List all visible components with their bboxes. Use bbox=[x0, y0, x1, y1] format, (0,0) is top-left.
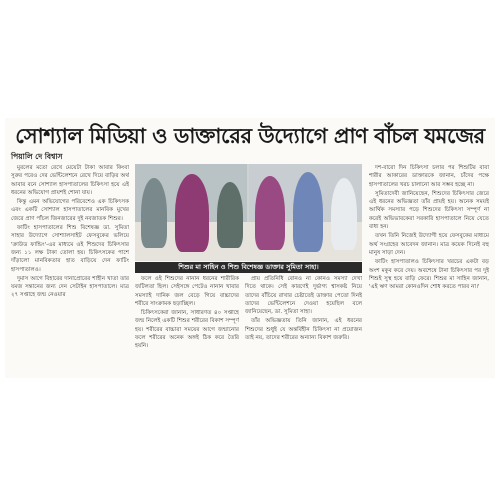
paragraph: তাঁর অভিজ্ঞতায় তিনি জানান, এই ধরনের শিশুদের শুধুই যে অন্তর্বিহীন চিকিৎসা না প্রয়োজন তাই নয়, তাদের শরীরের অন্যান্য বিকাশ জরুরি। bbox=[245, 318, 362, 342]
article-column-4 bbox=[369, 164, 489, 376]
paragraph: ফাটিং হাসপাতালের শিশু বিশেষজ্ঞ ডা. সুমিতা সাহার উদ্যোগে সোশ্যালসাইট ফেসবুকের ভলিয়ে 'ক্রাউড ফান্ডিং'-এর মাধ্যমে ওই শিশুদের চিকিৎসার জন্য ১১ লক্ষ টাকা তোলা হয়। চিকিৎসকের পাশে দাঁড়ালো মানবিকতার হাত বাড়িয়ে দেন ফাটিং হাসপাতালও। bbox=[11, 225, 129, 273]
photo-foreground bbox=[135, 222, 362, 261]
paragraph: তখন তিনি নিজেই উদ্যোগী হয়ে ফেসবুকের মাধ্যমে অর্থ সংগ্রহের আবেদন জানান। মাত্র কয়েক দিনেই বহু মানুষ সাড়া দেন। bbox=[369, 233, 489, 256]
doctor-figure bbox=[293, 172, 323, 252]
paragraph: মুরলের মতো রেখে মেয়েটা টাকা আবার কিংবা সুরুর পরেও দের ভেন্টিলেশনে রেখে দিয়ে বাড়ির অর্থ আবার বনে সোশ্যাল হাসপাতালের চিকিৎসা হয়ে এই ধরনের অভিযোগ প্রায়শই শোনা যায়। bbox=[11, 165, 129, 196]
paragraph: প্রায় প্রতিনিধি বোনও না কোনও সমস্যা দেখা দিতে থাকে। সেই কারণেই দুর্ভাগ্য শ্বাসকষ্ট নিয়ে তাদের বাঁচিয়ে রাখার চেষ্টাতেই ডাক্তার পেতো দিনই তাদের ভেন্টিলেশনে দেওয়া হয়েছিল বলে জানিয়েছেন, ডা. সুমিতা সাহা। bbox=[245, 276, 362, 316]
nurse-figure bbox=[331, 178, 357, 250]
article-column-3 bbox=[245, 275, 362, 376]
newspaper-clipping bbox=[5, 118, 495, 378]
paragraph: দুমাস আগে বিহারের দানাপ্রোরের শাহীন খাতা তার যমজ সন্তানের জন্য দেন সেটাইন হাসপাতালে। মাত্র ২৭ সপ্তাহে জন্ম নেওয়ার bbox=[11, 275, 129, 299]
photo-caption: শিশুর মা সাহিন ও শিশু বিশেষজ্ঞ ডাক্তার সুমিতা সাহা। bbox=[135, 262, 362, 273]
mother-figure bbox=[175, 174, 209, 252]
byline: পিয়ালি দে বিশ্বাস bbox=[11, 152, 63, 161]
mother-figure bbox=[255, 176, 285, 250]
headline: সোশ্যাল মিডিয়া ও ডাক্তারের উদ্যোগে প্রাণ বাঁচল যমজের bbox=[15, 124, 485, 148]
paragraph: দশ-বারো দিন চিকিৎসা চলার পর শিশুটির বাবা শারীর আকারের ডাক্তারকে জানান, চাঁদের পক্ষে হাসপাতালের খরচ চালানো আর সম্ভব হচ্ছে না। bbox=[369, 165, 489, 188]
paragraph: চিকিৎসকেরা জানান, সাধারণত ৪০ সপ্তাহে জন্ম নিলেই একটি শিশুর শরীরের বিকাশ সম্পূর্ণ হয়। শরীরের বাচ্চারা সময়ের আগে জন্মানোর ফলে শরীরের অনেক অঙ্গই ঠিক করে তৈরি হয়নি। bbox=[135, 310, 239, 350]
person-figure bbox=[217, 182, 243, 248]
paragraph: ফলে ওই শিশুদের নানান ধরনের শারীরিক জটিলতা ছিল। সেইসঙ্গে পেটেও নানান খাবার সমস্যাই দানিক জল বেড়ে গিয়ে বাচ্চাদের শরীরে সাংক্রামক ছড়াচ্ছিল। bbox=[135, 276, 239, 307]
article-column-1 bbox=[11, 164, 129, 376]
paragraph: কিন্তু এমন অভিযোগের পরিবেশেও এক চিকিৎসক এবং একটি সোশ্যাল হাসপাতালের মানবিক মুখের জেরে প্রাণ পাঁচল জিনজারের দুই নবজাতক শিশুর। bbox=[11, 199, 129, 222]
article-column-2 bbox=[135, 275, 239, 376]
paragraph: সুমিতাদেবী জানিয়েছেন, শিশুদের চিকিৎসার জেরে এই ধরনের অভিজ্ঞতা তাঁর প্রায়ই হয়। অনেক সময়ই আর্থিক সমস্যার পড়ে শিশুদের চিকিৎসা সম্পূর্ণ না করেই অভিভাবকেরা সরকারি হাসপাতালে নিয়ে যেতে বাধ্য হন। bbox=[369, 190, 489, 231]
person-figure bbox=[141, 178, 167, 248]
paragraph: ফাটিং হাসপাতালও চিকিৎসার খরচের একটা বড় অংশ মকুব করে দেয়। অবশেষে টানা চিকিৎসার পর দুই শিশুই সুস্থ হয়ে বাড়ি ফেরে। শিশুর মা সাহিন জানান, 'এই ঋণ আমরা কোনওদিন শোধ করতে পারব না।' bbox=[369, 259, 489, 291]
article-photo bbox=[135, 164, 362, 261]
